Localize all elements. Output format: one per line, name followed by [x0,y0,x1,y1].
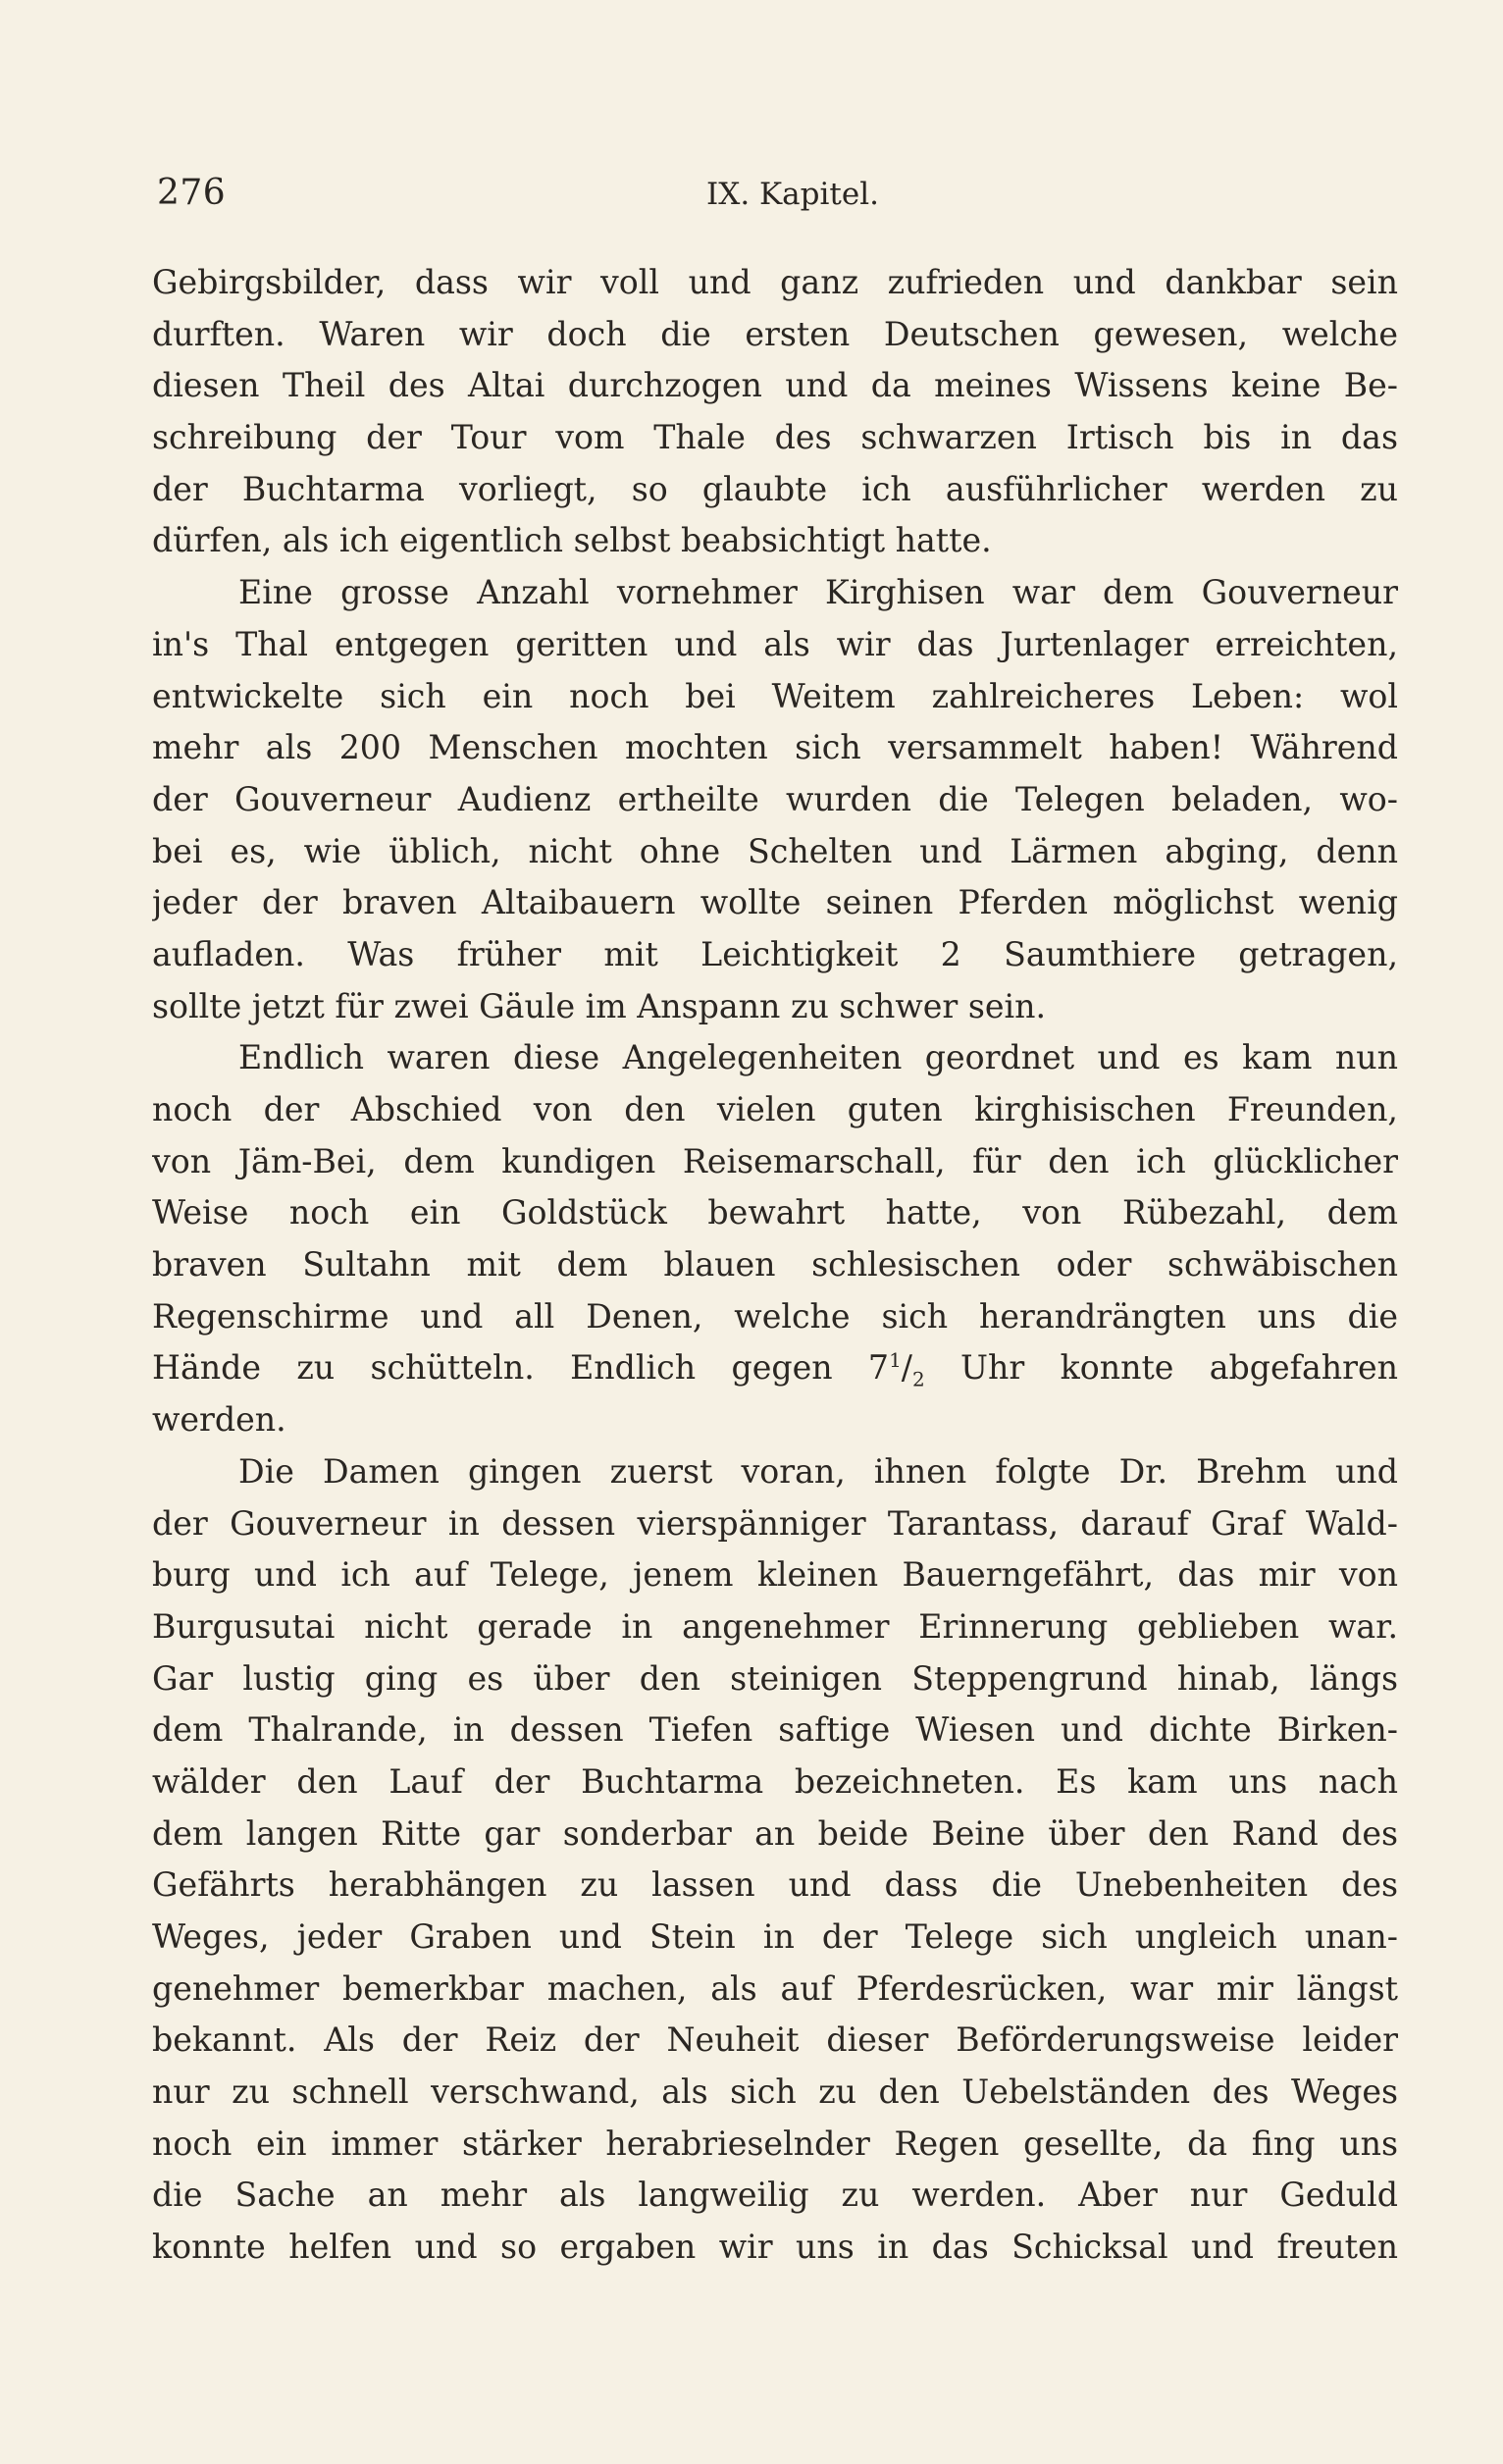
text-line: diesen Theil des Altai durchzogen und da meines Wissens keine Be- [152,366,1398,405]
running-head [157,169,1397,218]
text-line: jeder der braven Altaibauern wollte seinen Pferden möglichst wenig [152,883,1398,922]
text-line: dem Thalrande, in dessen Tiefen saftige Wiesen und dichte Birken- [152,1710,1398,1750]
text-line: noch der Abschied von den vielen guten kirghisischen Freunden, [152,1090,1398,1128]
text-line: Weges, jeder Graben und Stein in der Telege sich ungleich unan- [152,1917,1398,1956]
text-line [152,1342,1398,1394]
fraction-denominator: 2 [911,1368,925,1392]
text-line: Endlich waren diese Angelegenheiten geordnet und es kam nun [238,1038,1398,1077]
text-line: Weise noch ein Goldstück bewahrt hatte, von Rübezahl, dem [152,1193,1398,1232]
text-line: von Jäm-Bei, dem kundigen Reisemarschall, für den ich glücklicher [152,1141,1398,1180]
text-line: der Gouverneur in dessen vierspänniger Tarantass, darauf Graf Wald- [152,1503,1398,1543]
text-line: Burgusutai nicht gerade in angenehmer Erinnerung geblieben war. [152,1606,1398,1646]
text-line: bei es, wie üblich, nicht ohne Schelten und Lärmen abging, denn [152,831,1398,870]
text-line: wälder den Lauf der Buchtarma bezeichneten. Es kam uns nach [152,1761,1398,1801]
text-line: konnte helfen und so ergaben wir uns in das Schicksal und freuten [152,2228,1398,2267]
text-segment: Hände zu schütteln. Endlich gegen 7 [152,1348,890,1388]
text-line: mehr als 200 Menschen mochten sich versammelt haben! Während [152,728,1398,767]
text-line: Die Damen gingen zuerst voran, ihnen folgte Dr. Brehm und [238,1451,1398,1491]
text-segment: Uhr konnte abgefahren [924,1348,1398,1388]
text-line: bekannt. Als der Reiz der Neuheit dieser Beförderungsweise leider [152,2020,1398,2060]
chapter-title: IX. Kapitel. [706,177,879,212]
text-line: noch ein immer stärker herabrieselnder Regen gesellte, da fing uns [152,2123,1398,2163]
text-line: die Sache an mehr als langweilig zu werden. Aber nur Geduld [152,2176,1398,2215]
text-line: Regenschirme und all Denen, welche sich herandrängten uns die [152,1296,1398,1336]
text-line: entwickelte sich ein noch bei Weitem zahlreicheres Leben: wol [152,676,1398,715]
fraction-numerator: 1 [889,1348,902,1373]
text-line: dem langen Ritte gar sonderbar an beide Beine über den Rand des [152,1813,1398,1853]
text-line: werden. [152,1400,286,1440]
text-line: der Gouverneur Audienz ertheilte wurden die Telegen beladen, wo- [152,779,1398,818]
text-line: schreibung der Tour vom Thale des schwarzen Irtisch bis in das [152,418,1398,457]
text-line: der Buchtarma vorliegt, so glaubte ich ausführlicher werden zu [152,469,1398,508]
text-line: braven Sultahn mit dem blauen schlesischen oder schwäbischen [152,1245,1398,1284]
text-line: Gebirgsbilder, dass wir voll und ganz zufrieden und dankbar sein [152,263,1398,301]
page-number: 276 [157,173,227,213]
text-line: Gar lustig ging es über den steinigen Steppengrund hinab, längs [152,1658,1398,1698]
text-line: aufladen. Was früher mit Leichtigkeit 2 Saumthiere getragen, [152,934,1398,973]
text-line: in's Thal entgegen geritten und als wir das Jurtenlager erreichten, [152,624,1398,663]
text-line: Eine grosse Anzahl vornehmer Kirghisen war dem Gouverneur [238,573,1398,612]
text-line: dürfen, als ich eigentlich selbst beabsichtigt hatte. [152,521,992,560]
text-line: burg und ich auf Telege, jenem kleinen Bauerngefährt, das mir von [152,1555,1398,1595]
body-text [152,257,1398,2274]
text-line: genehmer bemerkbar machen, als auf Pferdesrücken, war mir längst [152,1968,1398,2008]
text-line: sollte jetzt für zwei Gäule im Anspann zu schwer sein. [152,986,1047,1025]
text-line: Gefährts herabhängen zu lassen und dass die Unebenheiten des [152,1865,1398,1905]
text-line: nur zu schnell verschwand, als sich zu den Uebelständen des Weges [152,2072,1398,2112]
text-line: durften. Waren wir doch die ersten Deutschen gewesen, welche [152,314,1398,353]
fraction: $^1/_2$ [889,1348,925,1392]
